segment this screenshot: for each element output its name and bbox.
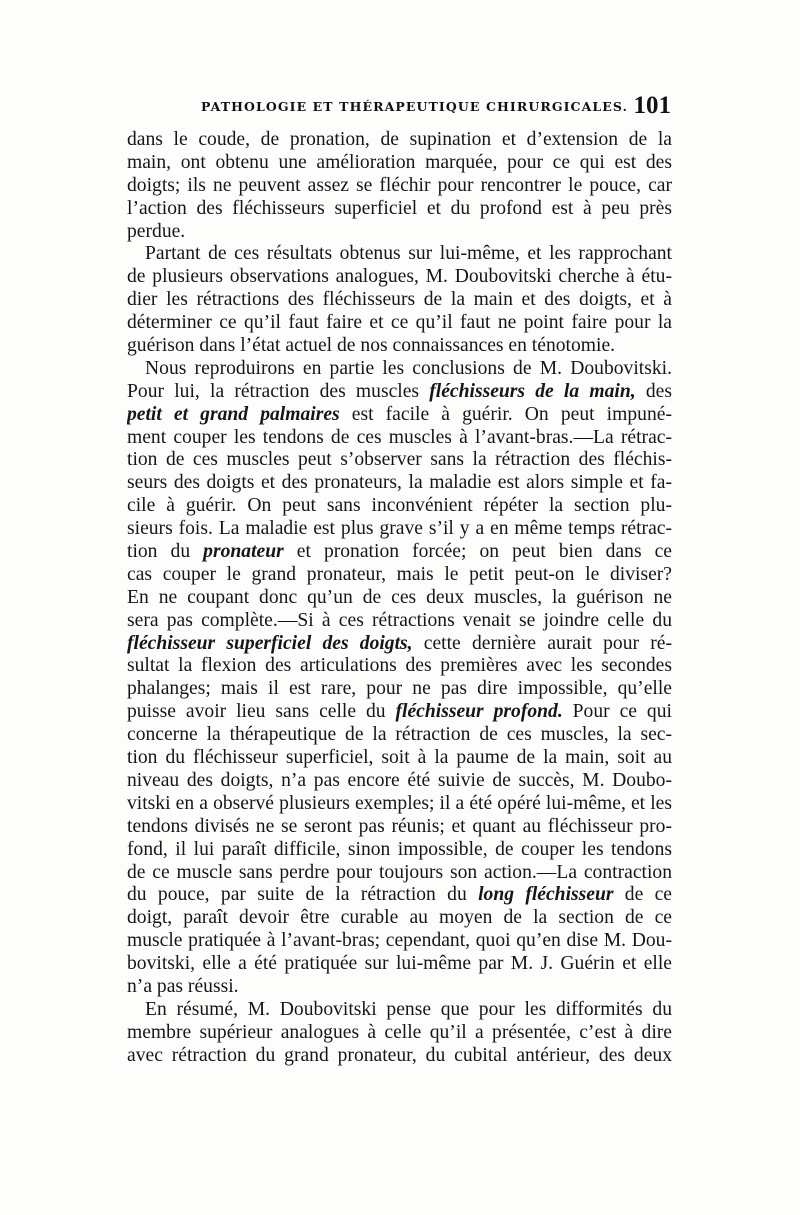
- text-line: vitski en a observé plusieurs exemples; il a été opéré lui-même, et les: [127, 792, 672, 814]
- text-line: tion de ces muscles peut s’observer sans la rétraction des fléchis-: [127, 449, 672, 471]
- text-line: dier les rétractions des fléchisseurs de la main et des doigts, et à: [127, 289, 672, 311]
- text-line: fond, il lui paraît difficile, sinon impossible, de couper les tendons: [127, 838, 672, 860]
- text-run: est facile à guérir. On peut impuné-: [339, 403, 672, 425]
- text-line: tion du fléchisseur superficiel, soit à la paume de la main, soit au: [127, 747, 672, 769]
- text-line: doigts; ils ne peuvent assez se fléchir pour rencontrer le pouce, car: [127, 174, 672, 196]
- italic-term: fléchisseurs de la main,: [429, 380, 636, 402]
- italic-term: fléchisseur profond.: [395, 701, 563, 723]
- body-text: [127, 129, 672, 1068]
- text-line: perdue.: [127, 220, 186, 242]
- text-line: [127, 701, 672, 724]
- text-run: Pour ce qui: [562, 701, 672, 723]
- text-line: [127, 633, 672, 656]
- text-run: du pouce, par suite de la rétraction du: [127, 884, 479, 906]
- text-line: seurs des doigts et des pronateurs, la maladie est alors simple et fa-: [127, 472, 672, 494]
- text-run: cette dernière aurait pour ré-: [412, 632, 672, 654]
- text-line: l’action des fléchisseurs superficiel et du profond est à peu près: [127, 197, 672, 219]
- text-line: En résumé, M. Doubovitski pense que pour les difformités du: [145, 998, 672, 1020]
- text-line: niveau des doigts, n’a pas encore été suivie de succès, M. Doubo-: [127, 769, 672, 791]
- running-head-title: PATHOLOGIE ET THÉRAPEUTIQUE CHIRURGICALES.: [201, 99, 629, 114]
- text-line: n’a pas réussi.: [127, 975, 239, 997]
- text-line: Partant de ces résultats obtenus sur lui-même, et les rapprochant: [145, 243, 672, 265]
- text-run: de ce: [613, 884, 672, 906]
- text-line: [127, 404, 672, 427]
- text-line: [127, 381, 672, 404]
- page-number: 101: [633, 92, 671, 119]
- text-line: muscle pratiquée à l’avant-bras; cependant, quoi qu’en dise M. Dou-: [127, 930, 672, 952]
- italic-term: fléchisseur superficiel des doigts,: [127, 632, 413, 654]
- text-line: En ne coupant donc qu’un de ces deux muscles, la guérison ne: [127, 586, 672, 608]
- text-line: déterminer ce qu’il faut faire et ce qu’il faut ne point faire pour la: [127, 312, 672, 334]
- text-line: avec rétraction du grand pronateur, du cubital antérieur, des deux: [127, 1044, 672, 1066]
- text-run: tion du: [127, 541, 204, 563]
- text-line: bovitski, elle a été pratiquée sur lui-même par M. J. Guérin et elle: [127, 953, 672, 975]
- text-line: de ce muscle sans perdre pour toujours son action.—La contraction: [127, 861, 672, 883]
- text-line: guérison dans l’état actuel de nos connaissances en ténotomie.: [127, 335, 616, 357]
- text-run: et pronation forcée; on peut bien dans ce: [283, 541, 672, 563]
- text-line: ment couper les tendons de ces muscles à l’avant-bras.—La rétrac-: [127, 426, 672, 448]
- italic-term: long fléchisseur: [478, 884, 614, 906]
- text-run: des: [635, 380, 672, 402]
- text-run: Pour lui, la rétraction des muscles: [127, 380, 430, 402]
- text-line: phalanges; mais il est rare, pour ne pas dire impossible, qu’elle: [127, 678, 672, 700]
- text-line: [127, 884, 672, 907]
- text-line: doigt, paraît devoir être curable au moyen de la section de ce: [127, 907, 672, 929]
- text-line: membre supérieur analogues à celle qu’il a présentée, c’est à dire: [127, 1021, 672, 1043]
- text-line: de plusieurs observations analogues, M. Doubovitski cherche à étu-: [127, 266, 672, 288]
- text-line: Nous reproduirons en partie les conclusions de M. Doubovitski.: [145, 357, 672, 379]
- text-line: sera pas complète.—Si à ces rétractions venait se joindre celle du: [127, 609, 672, 631]
- text-line: [127, 541, 672, 564]
- text-line: dans le coude, de pronation, de supination et d’extension de la: [127, 129, 672, 150]
- text-line: sieurs fois. La maladie est plus grave s’il y a en même temps rétrac-: [127, 518, 672, 540]
- text-line: sultat la flexion des articulations des premières avec les secondes: [127, 655, 672, 677]
- text-line: main, ont obtenu une amélioration marquée, pour ce qui est des: [127, 151, 672, 173]
- text-line: cile à guérir. On peut sans inconvénient répéter la section plu-: [127, 495, 672, 517]
- running-head: [123, 92, 671, 122]
- italic-term: pronateur: [203, 541, 284, 563]
- italic-term: petit et grand palmaires: [127, 403, 340, 425]
- text-line: concerne la thérapeutique de la rétraction de ces muscles, la sec-: [127, 724, 672, 746]
- text-run: puisse avoir lieu sans celle du: [127, 701, 396, 723]
- text-line: tendons divisés ne se seront pas réunis; et quant au fléchisseur pro-: [127, 815, 672, 837]
- text-line: cas couper le grand pronateur, mais le petit peut-on le diviser?: [127, 563, 672, 585]
